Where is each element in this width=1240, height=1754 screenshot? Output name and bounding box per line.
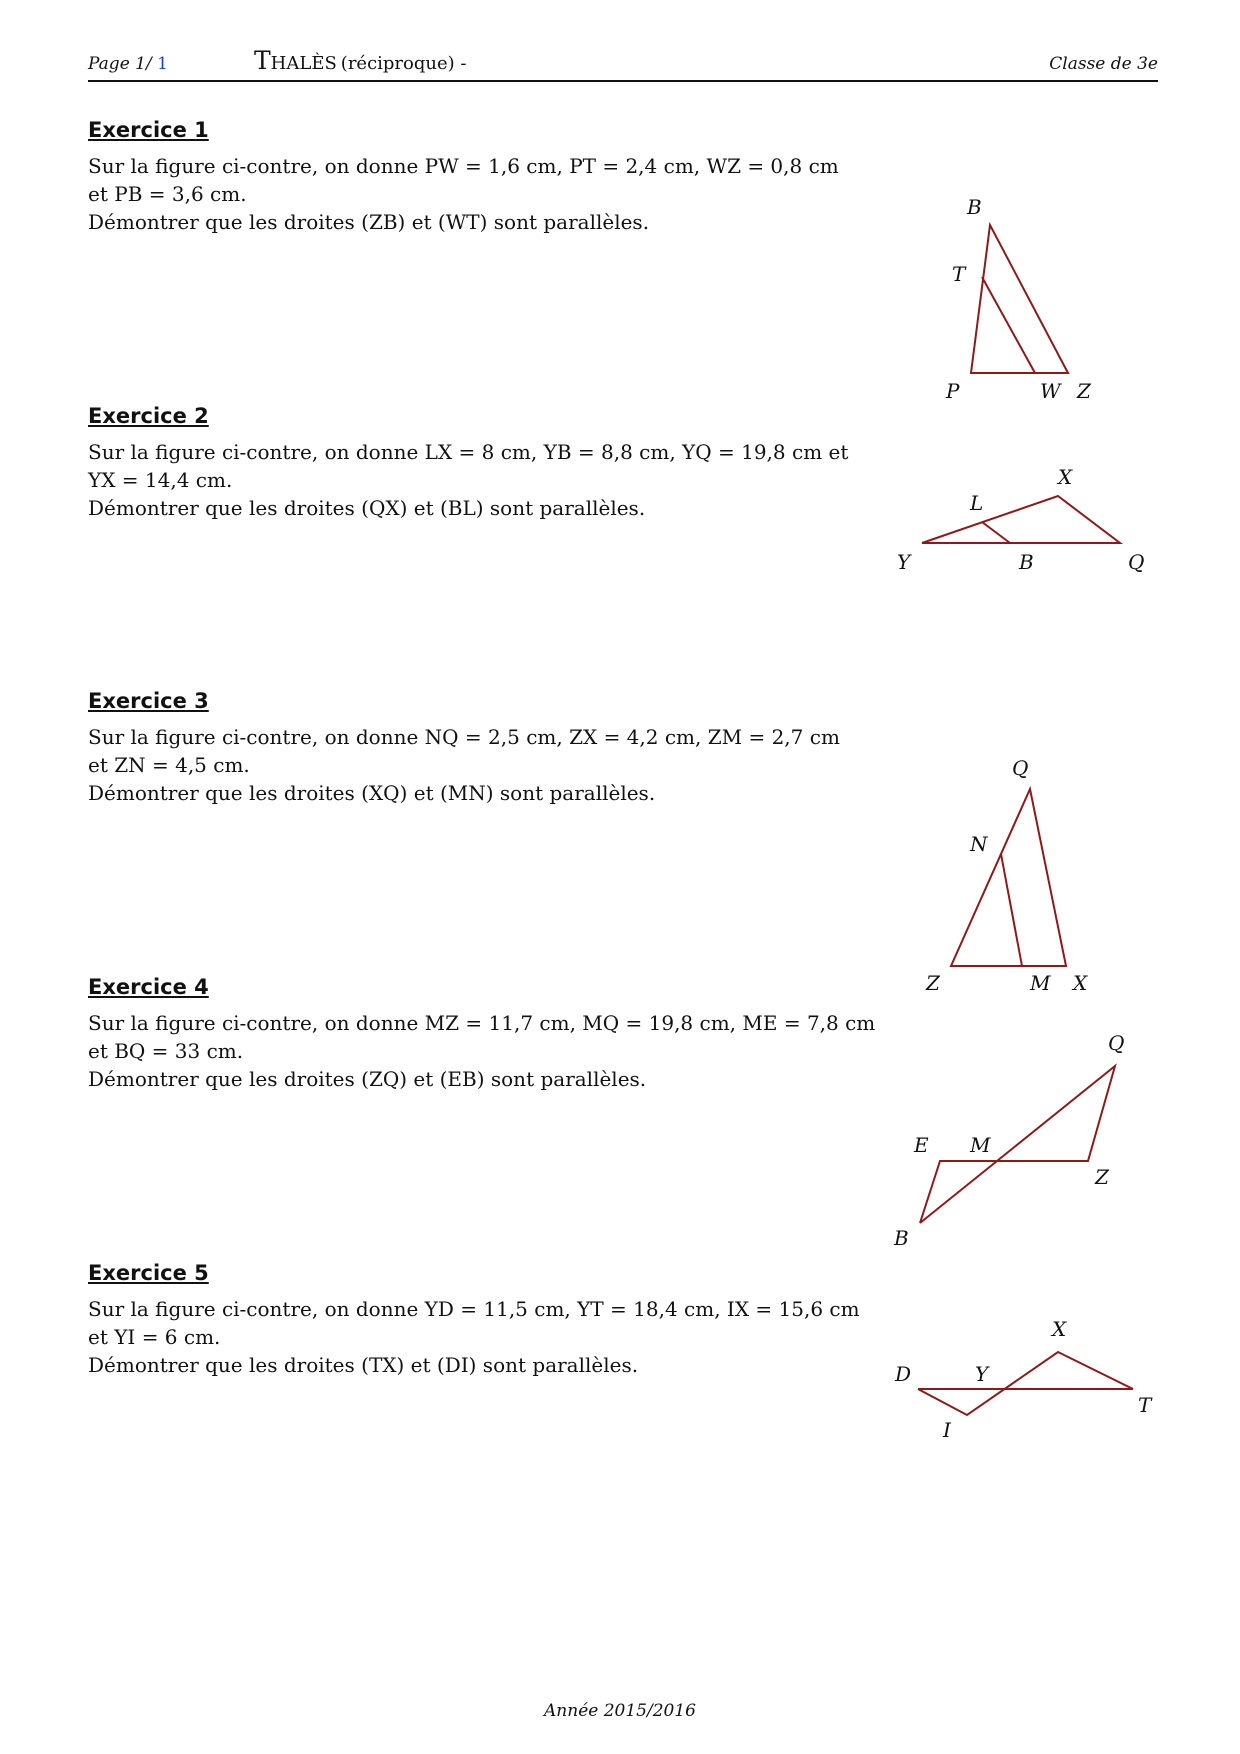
point-label: B <box>894 1226 909 1250</box>
point-label: M <box>970 1133 991 1157</box>
point-label: M <box>1030 971 1051 995</box>
point-label: Z <box>926 971 940 995</box>
point-label: Q <box>1108 1031 1125 1055</box>
class-label: Classe de 3e <box>1049 54 1158 74</box>
statement-line: et BQ = 33 cm. <box>88 1039 244 1063</box>
statement-line: Démontrer que les droites (ZB) et (WT) sont parallèles. <box>88 210 650 234</box>
statement-line: et PB = 3,6 cm. <box>88 182 247 206</box>
point-label: X <box>1058 465 1073 489</box>
point-label: Q <box>1012 756 1029 780</box>
point-label: N <box>970 832 988 856</box>
statement-line: Sur la figure ci-contre, on donne LX = 8 cm, YB = 8,8 cm, YQ = 19,8 cm et <box>88 440 849 464</box>
point-label: L <box>970 491 984 515</box>
point-label: T <box>1138 1393 1152 1417</box>
page-label: Page 1/ <box>88 54 152 74</box>
point-label: X <box>1073 971 1088 995</box>
exercise-title: Exercice 3 <box>88 689 209 713</box>
point-label: Q <box>1128 550 1145 574</box>
exercise-title: Exercice 2 <box>88 404 209 428</box>
title-subtitle: (réciproque) - <box>340 53 467 74</box>
statement-line: Démontrer que les droites (TX) et (DI) sont parallèles. <box>88 1353 639 1377</box>
point-label: Y <box>975 1362 989 1386</box>
point-label: T <box>952 262 966 286</box>
point-label: D <box>895 1362 912 1386</box>
point-label: I <box>943 1418 951 1442</box>
point-label: Z <box>1095 1165 1109 1189</box>
exercise-title: Exercice 4 <box>88 975 209 999</box>
statement-line: Sur la figure ci-contre, on donne NQ = 2,5 cm, ZX = 4,2 cm, ZM = 2,7 cm <box>88 725 840 749</box>
statement-line: Sur la figure ci-contre, on donne YD = 11,5 cm, YT = 18,4 cm, IX = 15,6 cm <box>88 1297 860 1321</box>
statement-line: Démontrer que les droites (XQ) et (MN) sont parallèles. <box>88 781 656 805</box>
statement-line: et YI = 6 cm. <box>88 1325 221 1349</box>
point-label: B <box>1019 550 1034 574</box>
point-label: W <box>1040 379 1061 403</box>
point-label: X <box>1052 1317 1067 1341</box>
page-footer: Année 2015/2016 <box>544 1701 696 1721</box>
exercise-title: Exercice 1 <box>88 118 209 142</box>
statement-line: Sur la figure ci-contre, on donne MZ = 11,7 cm, MQ = 19,8 cm, ME = 7,8 cm <box>88 1011 876 1035</box>
page-total-link[interactable]: 1 <box>157 54 168 74</box>
point-label: P <box>946 379 960 403</box>
point-label: Z <box>1077 379 1091 403</box>
point-label: Y <box>897 550 911 574</box>
figure-lines-dtxi <box>918 1352 1133 1415</box>
statement-line: YX = 14,4 cm. <box>88 468 233 492</box>
title-text: Thalès <box>254 46 337 75</box>
point-label: B <box>967 195 982 219</box>
point-label: E <box>914 1133 929 1157</box>
exercise-title: Exercice 5 <box>88 1261 209 1285</box>
statement-line: Démontrer que les droites (QX) et (BL) sont parallèles. <box>88 496 646 520</box>
statement-line: Sur la figure ci-contre, on donne PW = 1,6 cm, PT = 2,4 cm, WZ = 0,8 cm <box>88 154 839 178</box>
statement-line: et ZN = 4,5 cm. <box>88 753 250 777</box>
statement-line: Démontrer que les droites (ZQ) et (EB) sont parallèles. <box>88 1067 647 1091</box>
